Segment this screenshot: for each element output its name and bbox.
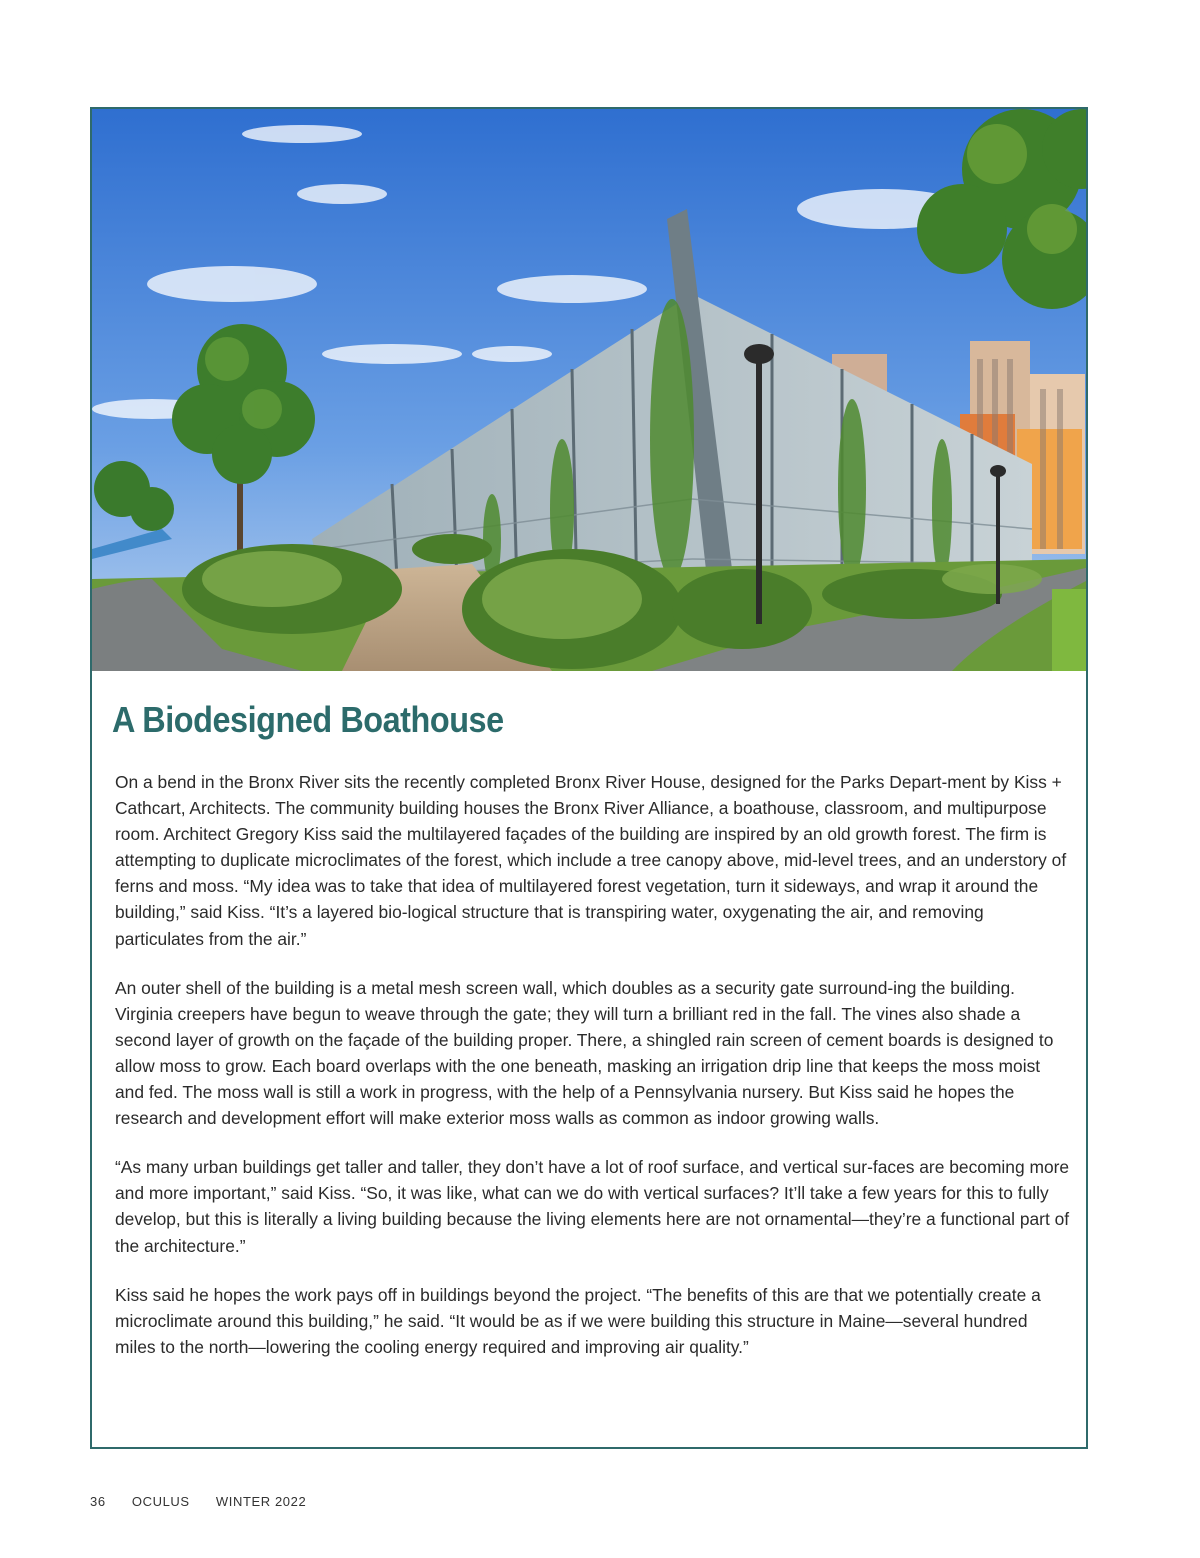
page-number: 36: [90, 1494, 106, 1509]
article-paragraph: On a bend in the Bronx River sits the recently completed Bronx River House, designed for the Parks Depart-ment by Kiss + Cathcart, Architects. The community building houses the Bronx River Alliance, a boathouse, classroom, and multipurpose room. Architect Gregory Kiss said the multilayered façades of the building are inspired by an old growth forest. The firm is attempting to duplicate microclimates of the forest, which include a tree canopy above, mid-level trees, and an understory of ferns and moss. “My idea was to take that idea of multilayered forest vegetation, turn it sideways, and wrap it around the building,” said Kiss. “It’s a layered bio-logical structure that is transpiring water, oxygenating the air, and removing particulates from the air.”: [115, 772, 1067, 949]
article-panel: [90, 107, 1088, 1449]
boathouse-photo: [92, 109, 1088, 671]
publication-name: OCULUS: [131, 1494, 190, 1509]
article-paragraph: “As many urban buildings get taller and taller, they don’t have a lot of roof surface, and vertical sur-faces are becoming more and more important,” said Kiss. “So, it was like, what can we do with vertical surfaces? It’ll take a few years for this to fully develop, but this is literally a living building because the living elements here are not ornamental—they’re a functional part of the architecture.”: [115, 1157, 1070, 1256]
article-paragraph: An outer shell of the building is a metal mesh screen wall, which doubles as a security gate surround-ing the building. Virginia creepers have begun to weave through the gate; they will turn a brilliant red in the fall. The vines also shade a second layer of growth on the façade of the building proper. There, a shingled rain screen of cement boards is designed to allow moss to grow. Each board overlaps with the one beneath, masking an irrigation drip line that keeps the moss moist and fed. The moss wall is still a work in progress, with the help of a Pennsylvania nursery. But Kiss said he hopes the research and development effort will make exterior moss walls as common as indoor growing walls.: [115, 977, 1054, 1129]
article-title: A Biodesigned Boathouse: [112, 699, 504, 740]
page-footer: [90, 1494, 328, 1509]
article-paragraph: Kiss said he hopes the work pays off in buildings beyond the project. “The benefits of this are that we potentially create a microclimate around this building,” he said. “It would be as if we were building this structure in Maine—several hundred miles to the north—lowering the cooling energy required and improving air quality.”: [115, 1284, 1041, 1357]
article-body: [115, 769, 1070, 1383]
issue-date: WINTER 2022: [215, 1494, 307, 1509]
